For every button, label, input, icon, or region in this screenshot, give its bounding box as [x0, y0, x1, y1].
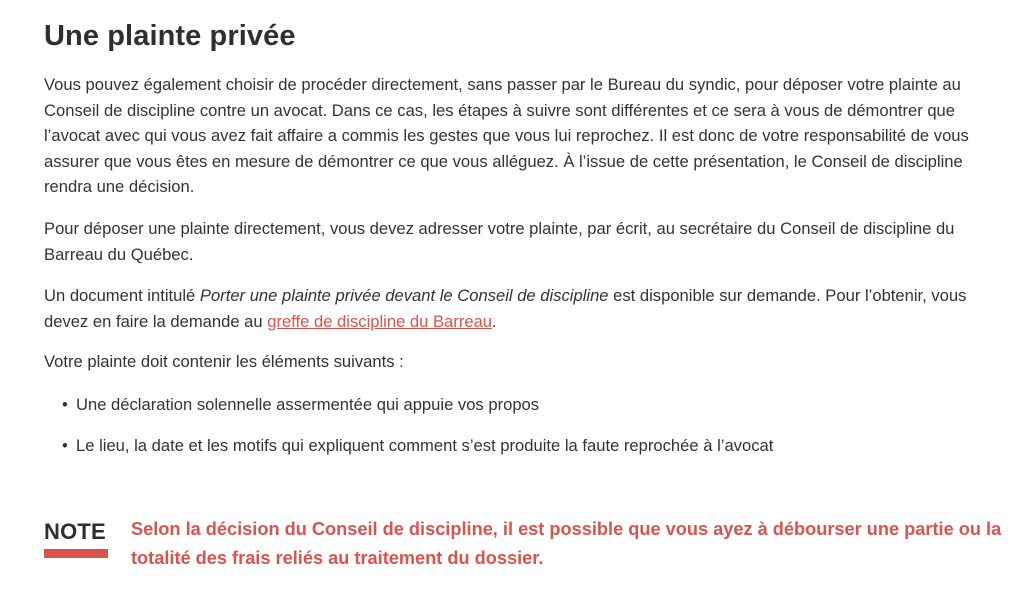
note-text: Selon la décision du Conseil de discipline, il est possible que vous ayez à débourser une partie ou la totalité des frais reliés au traitement du dossier.	[131, 519, 1002, 568]
document-text-middle: est disponible sur demande. Pour l’obtenir, vous devez en faire la demande au	[44, 286, 967, 331]
bullet-icon: •	[62, 436, 68, 455]
greffe-discipline-link[interactable]: greffe de discipline du Barreau	[267, 311, 493, 331]
list-item-text: Une déclaration solennelle assermentée qui appuie vos propos	[76, 395, 540, 414]
list-item	[44, 433, 1004, 458]
requirements-list	[44, 392, 1004, 474]
page-title: Une plainte privée	[44, 20, 296, 52]
note-accent-bar	[44, 549, 108, 558]
note-label: NOTE	[44, 519, 106, 544]
document-paragraph	[44, 283, 1009, 334]
intro-paragraph: Vous pouvez également choisir de procéder directement, sans passer par le Bureau du syndic, pour déposer votre plainte au Conseil de discipline contre un avocat. Dans ce cas, les étapes à suivre sont différentes et ce sera à vous de démontrer que l’avocat avec qui vous avez fait affaire a commis les gestes que vous lui reprochez. Il est donc de votre responsabilité de vous assurer que vous êtes en mesure de démontrer ce que vous alléguez. À l’issue de cette présentation, le Conseil de discipline rendra une décision.	[44, 75, 969, 196]
requirements-intro: Votre plainte doit contenir les éléments suivants :	[44, 352, 404, 371]
list-item	[44, 392, 1004, 417]
document-text-after: .	[492, 311, 497, 331]
note-callout	[44, 515, 1019, 575]
document-title: Porter une plainte privée devant le Conseil de discipline	[199, 286, 609, 305]
bullet-icon: •	[62, 395, 68, 414]
document-text-before: Un document intitulé	[44, 286, 200, 305]
filing-paragraph: Pour déposer une plainte directement, vous devez adresser votre plainte, par écrit, au secrétaire du Conseil de discipline du Barreau du Québec.	[44, 219, 955, 264]
list-item-text: Le lieu, la date et les motifs qui expliquent comment s’est produite la faute reprochée à l’avocat	[76, 436, 774, 455]
